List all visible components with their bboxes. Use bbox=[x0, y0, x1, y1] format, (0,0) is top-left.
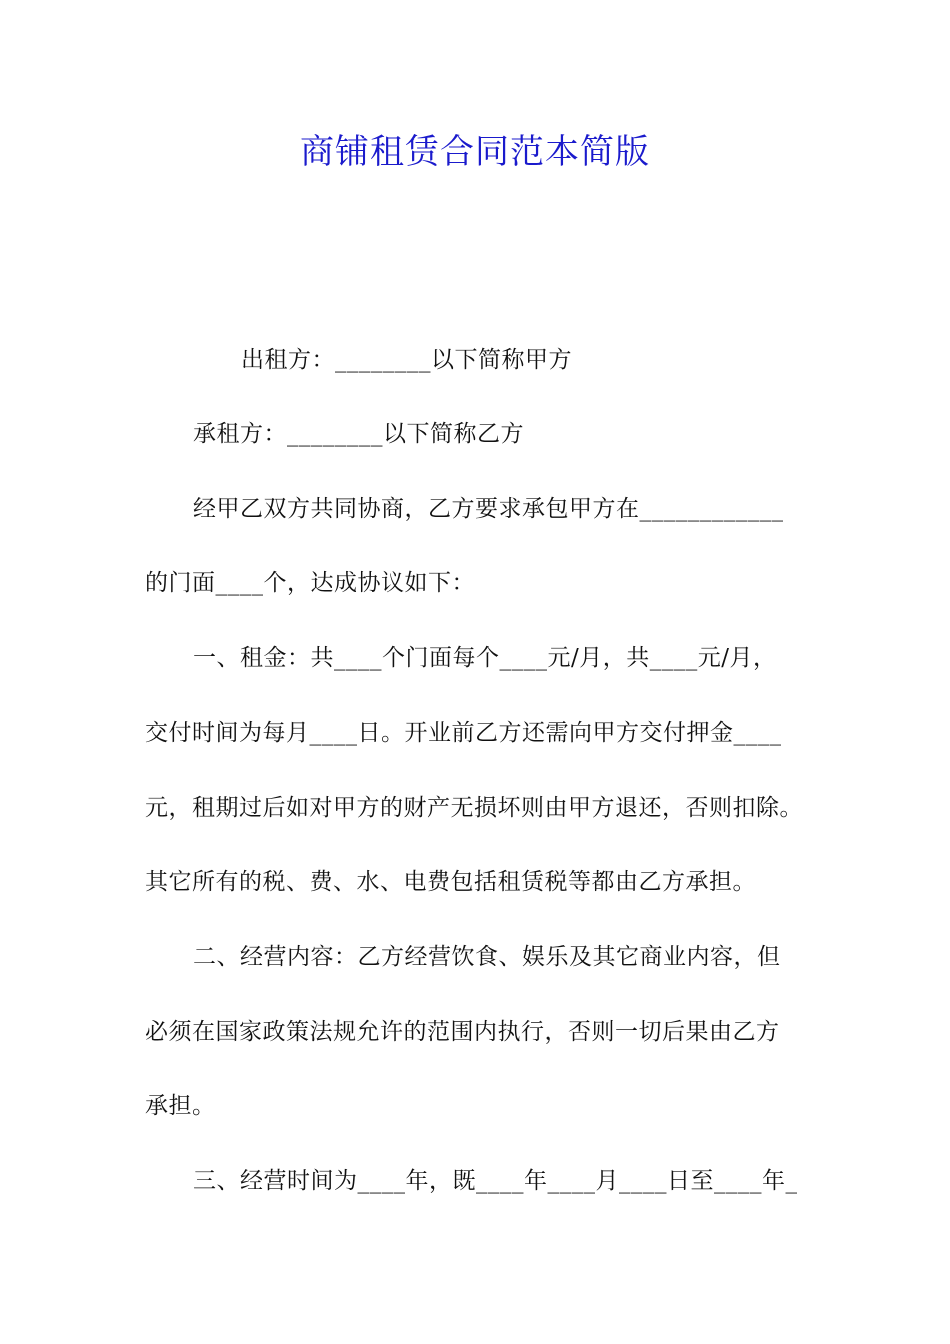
clause-1-line-2: 交付时间为每月____日。开业前乙方还需向甲方交付押金____ bbox=[145, 720, 782, 746]
clause-1-line-4: 其它所有的税、费、水、电费包括租赁税等都由乙方承担。 bbox=[145, 869, 756, 895]
agreement-intro-line-2: 的门面____个，达成协议如下： bbox=[145, 570, 475, 596]
clause-2-line-2: 必须在国家政策法规允许的范围内执行，否则一切后果由乙方 bbox=[145, 1019, 780, 1045]
lessee-line: 承租方：________以下简称乙方 bbox=[193, 421, 524, 447]
clause-2-line-3: 承担。 bbox=[145, 1093, 216, 1119]
clause-1-line-3: 元，租期过后如对甲方的财产无损坏则由甲方退还，否则扣除。 bbox=[145, 795, 803, 821]
clause-1-line-1: 一、租金：共____个门面每个____元/月，共____元/月， bbox=[193, 645, 777, 671]
clause-3-line-1: 三、经营时间为____年，既____年____月____日至____年_ bbox=[193, 1168, 798, 1194]
document-title: 商铺租赁合同范本简版 bbox=[300, 132, 650, 172]
clause-2-line-1: 二、经营内容：乙方经营饮食、娱乐及其它商业内容，但 bbox=[193, 944, 781, 970]
lessor-line: 出租方：________以下简称甲方 bbox=[241, 347, 572, 373]
agreement-intro-line-1: 经甲乙双方共同协商，乙方要求承包甲方在____________ bbox=[193, 496, 784, 522]
